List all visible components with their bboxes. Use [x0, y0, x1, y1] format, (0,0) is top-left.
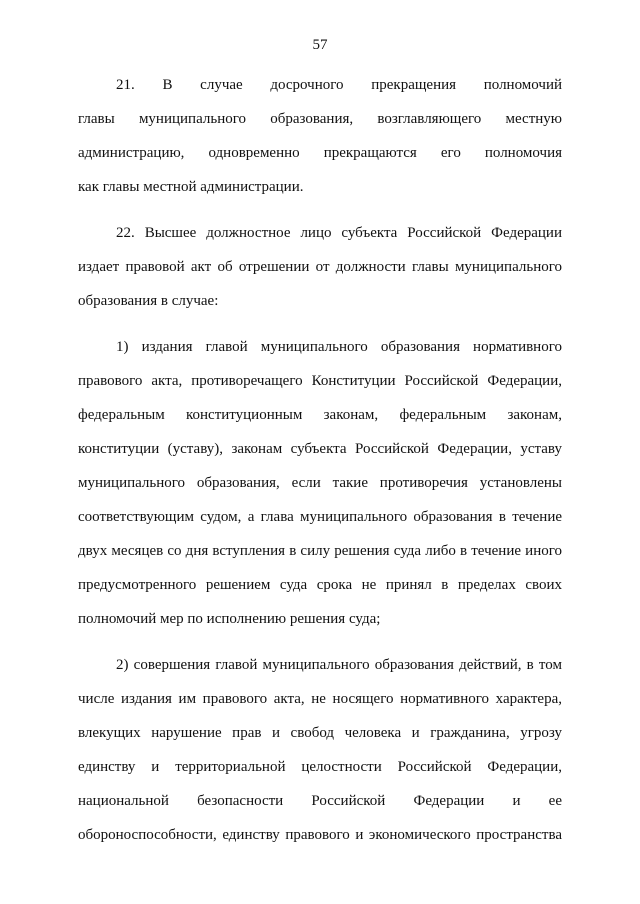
- text-line: обороноспособности, единству правового и экономического пространства: [78, 827, 562, 843]
- paragraph: [78, 68, 562, 204]
- page-number: 57: [312, 37, 328, 53]
- text-line: муниципального образования, если такие противоречия установлены: [78, 475, 562, 491]
- text-line: 21. В случае досрочного прекращения полномочий: [116, 77, 562, 93]
- paragraph: [78, 330, 562, 636]
- text-line: единству и территориальной целостности Российской Федерации,: [78, 759, 562, 775]
- document-body: [78, 68, 562, 864]
- text-line: 22. Высшее должностное лицо субъекта Российской Федерации: [116, 225, 562, 241]
- text-line: федеральным конституционным законам, федеральным законам,: [78, 407, 562, 423]
- text-line: полномочий мер по исполнению решения суда;: [78, 611, 381, 627]
- text-line: главы муниципального образования, возглавляющего местную: [78, 111, 562, 127]
- text-line: конституции (уставу), законам субъекта Российской Федерации, уставу: [78, 441, 562, 457]
- paragraph: [78, 648, 562, 852]
- text-line: предусмотренного решением суда срока не принял в пределах своих: [78, 577, 562, 593]
- text-line: двух месяцев со дня вступления в силу решения суда либо в течение иного: [78, 543, 562, 559]
- text-line: 1) издания главой муниципального образования нормативного: [116, 339, 562, 355]
- text-line: администрацию, одновременно прекращаются его полномочия: [78, 145, 562, 161]
- text-line: соответствующим судом, а глава муниципального образования в течение: [78, 509, 562, 525]
- paragraph: [78, 216, 562, 318]
- text-line: как главы местной администрации.: [78, 179, 304, 195]
- text-line: образования в случае:: [78, 293, 219, 309]
- text-line: влекущих нарушение прав и свобод человека и гражданина, угрозу: [78, 725, 562, 741]
- text-line: издает правовой акт об отрешении от должности главы муниципального: [78, 259, 562, 275]
- text-line: 2) совершения главой муниципального образования действий, в том: [116, 657, 562, 673]
- text-line: правового акта, противоречащего Конституции Российской Федерации,: [78, 373, 562, 389]
- text-line: национальной безопасности Российской Федерации и ее: [78, 793, 562, 809]
- text-line: числе издания им правового акта, не носящего нормативного характера,: [78, 691, 562, 707]
